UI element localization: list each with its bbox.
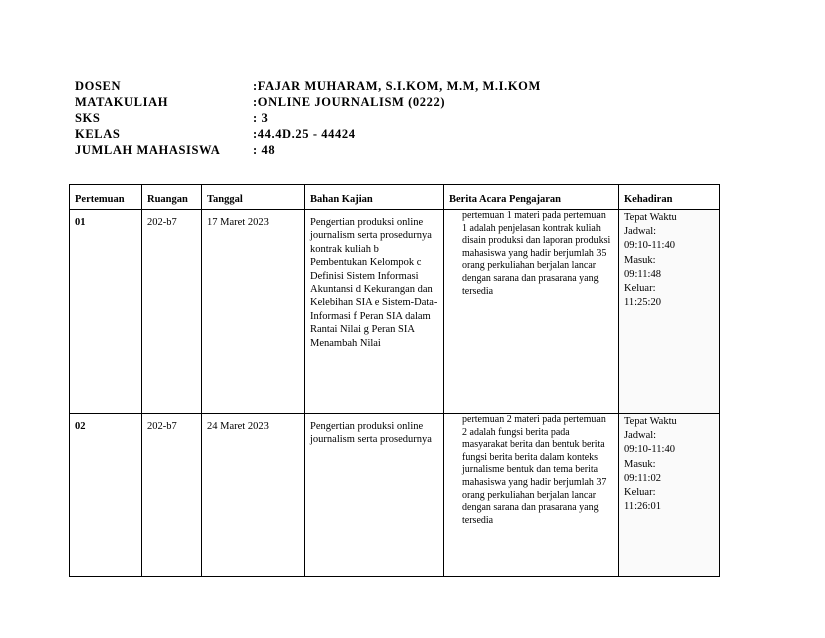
column-header-ruangan: Ruangan xyxy=(142,185,202,210)
cell-berita-acara: pertemuan 1 materi pada pertemuan 1 adalah penjelasan kontrak kuliah disain produksi dan laporan produksi mahasiswa yang hadir berjumlah 35 orang perkuliahan berjalan lancar dengan sarana dan prasarana yang tersedia xyxy=(444,210,619,414)
header-row-jumlah-mahasiswa xyxy=(75,142,675,158)
cell-pertemuan: 01 xyxy=(70,210,142,414)
column-header-bahan-kajian: Bahan Kajian xyxy=(305,185,444,210)
cell-bahan-kajian: Pengertian produksi online journalism serta prosedurnya xyxy=(305,414,444,577)
course-header xyxy=(75,78,675,158)
cell-ruangan: 202-b7 xyxy=(142,210,202,414)
header-row-kelas xyxy=(75,126,675,142)
column-header-pertemuan: Pertemuan xyxy=(70,185,142,210)
header-label: JUMLAH MAHASISWA xyxy=(75,143,221,157)
header-label: KELAS xyxy=(75,127,121,141)
table-row xyxy=(70,414,720,577)
kehadiran-masuk-value: 09:11:02 xyxy=(624,472,661,484)
cell-berita-acara: pertemuan 2 materi pada pertemuan 2 adalah fungsi berita pada masyarakat berita dan bentuk berita fungsi berita berita dalam konteks jurnalisme bentuk dan tema berita mahasiswa yang hadir berjumlah 37 orang perkuliahan berjalan lancar dengan sarana dan prasarana yang tersedia xyxy=(444,414,619,577)
cell-kehadiran xyxy=(619,414,720,577)
cell-pertemuan: 02 xyxy=(70,414,142,577)
kehadiran-keluar-label: Keluar: xyxy=(624,283,656,295)
cell-tanggal: 17 Maret 2023 xyxy=(202,210,305,414)
cell-tanggal: 24 Maret 2023 xyxy=(202,414,305,577)
kehadiran-jadwal-value: 09:10-11:40 xyxy=(624,240,675,252)
kehadiran-jadwal-label: Jadwal: xyxy=(624,226,657,238)
column-header-berita-acara: Berita Acara Pengajaran xyxy=(444,185,619,210)
kehadiran-masuk-label: Masuk: xyxy=(624,458,656,470)
attendance-table xyxy=(69,184,720,577)
header-value: :FAJAR MUHARAM, S.I.KOM, M.M, M.I.KOM xyxy=(253,79,541,93)
header-label: MATAKULIAH xyxy=(75,95,169,109)
kehadiran-status: Tepat Waktu xyxy=(624,212,677,223)
header-value: :ONLINE JOURNALISM (0222) xyxy=(253,95,446,109)
header-label: SKS xyxy=(75,111,101,125)
column-header-kehadiran: Kehadiran xyxy=(619,185,720,210)
kehadiran-status: Tepat Waktu xyxy=(624,416,677,427)
header-value: :44.4D.25 - 44424 xyxy=(253,127,356,141)
table-header-row xyxy=(70,185,720,210)
header-value: : 48 xyxy=(253,143,276,157)
kehadiran-keluar-label: Keluar: xyxy=(624,487,656,499)
cell-ruangan: 202-b7 xyxy=(142,414,202,577)
cell-kehadiran xyxy=(619,210,720,414)
cell-bahan-kajian: Pengertian produksi online journalism serta prosedurnya kontrak kuliah b Pembentukan Kelompok c Definisi Sistem Informasi Akuntansi d Kekurangan dan Kelebihan SIA e Sistem-Data-Informasi f Peran SIA dalam Rantai Nilai g Peran SIA Menambah Nilai xyxy=(305,210,444,414)
header-row-sks xyxy=(75,110,675,126)
kehadiran-jadwal-value: 09:10-11:40 xyxy=(624,444,675,456)
table-row xyxy=(70,210,720,414)
kehadiran-masuk-label: Masuk: xyxy=(624,254,656,266)
attendance-table-container xyxy=(69,184,719,577)
column-header-tanggal: Tanggal xyxy=(202,185,305,210)
header-value: : 3 xyxy=(253,111,269,125)
header-label: DOSEN xyxy=(75,79,122,93)
header-row-dosen xyxy=(75,78,675,94)
header-row-matakuliah xyxy=(75,94,675,110)
kehadiran-keluar-value: 11:26:01 xyxy=(624,501,661,513)
kehadiran-masuk-value: 09:11:48 xyxy=(624,268,661,280)
kehadiran-keluar-value: 11:25:20 xyxy=(624,297,661,309)
kehadiran-jadwal-label: Jadwal: xyxy=(624,430,657,442)
